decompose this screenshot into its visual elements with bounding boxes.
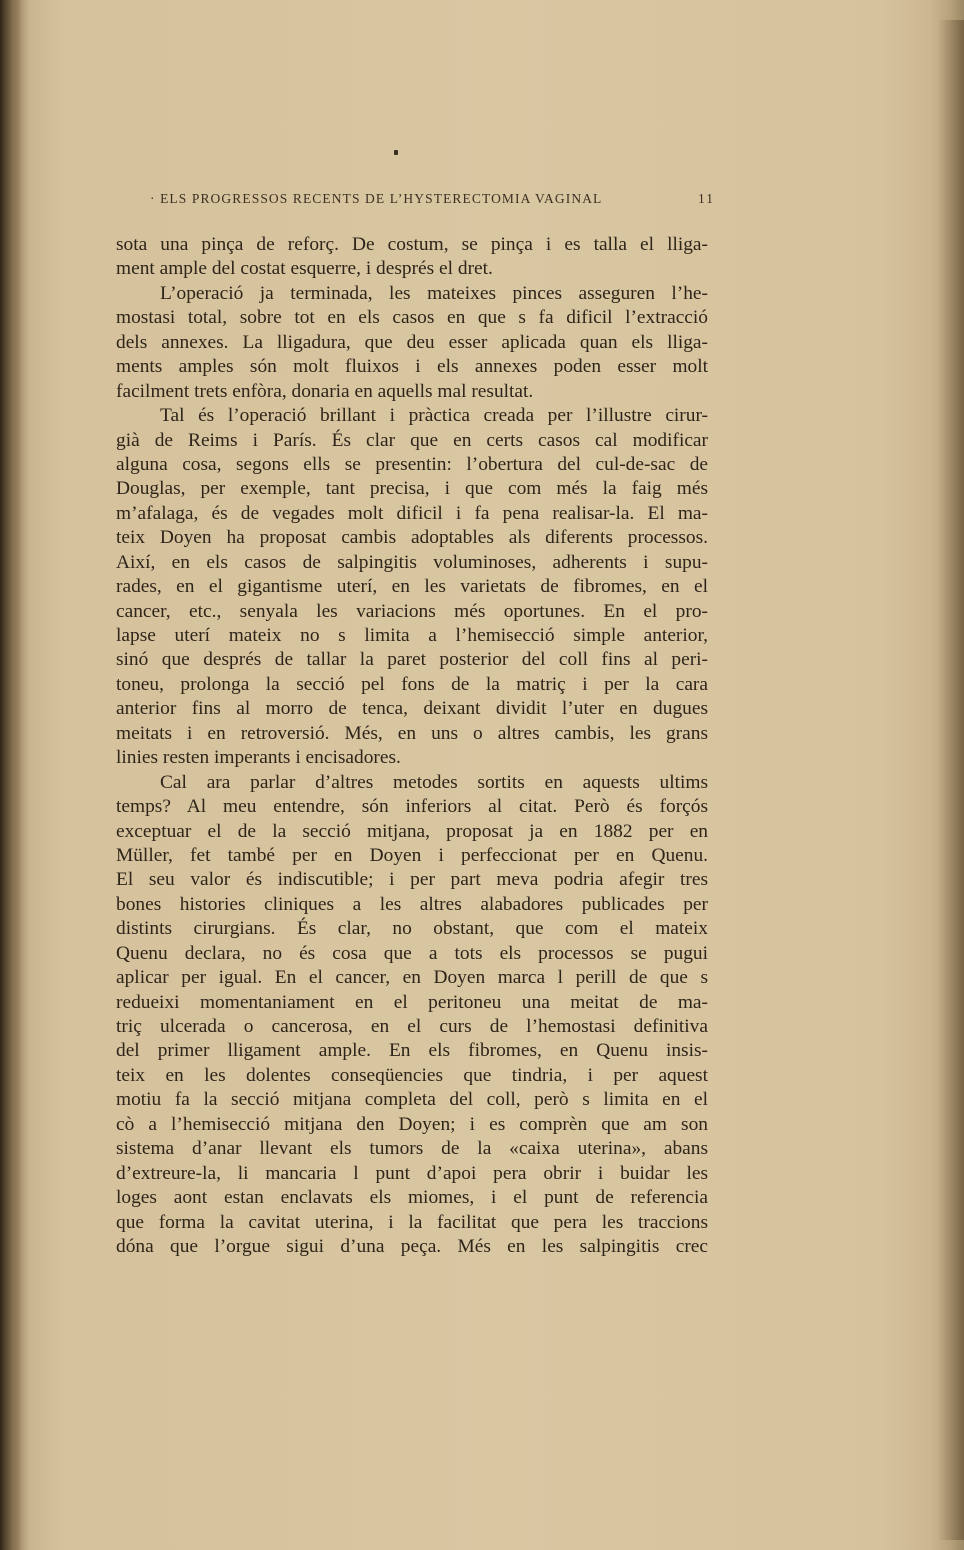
text-line: que forma la cavitat uterina, i la facilitat que pera les traccions <box>116 1211 708 1233</box>
page-number: 11 <box>698 191 715 206</box>
text-line: Així, en els casos de salpingitis voluminoses, adherents i supu- <box>116 551 708 573</box>
text-line: bones histories cliniques a les altres alabadores publicades per <box>116 893 708 915</box>
text-line: dóna que l’orgue sigui d’una peça. Més en les salpingitis crec <box>116 1235 708 1257</box>
text-line: aplicar per igual. En el cancer, en Doyen marca l perill de que s <box>116 967 708 989</box>
running-head <box>150 191 715 215</box>
text-line: dels annexes. La lligadura, que deu esser aplicada quan els lliga- <box>116 331 708 353</box>
text-line: exceptuar el de la secció mitjana, proposat ja en 1882 per en <box>116 820 708 842</box>
text-line: Cal ara parlar d’altres metodes sortits en aquests ultims <box>160 771 708 793</box>
text-line: El seu valor és indiscutible; i per part meva podria afegir tres <box>116 869 708 891</box>
page-spine-shadow <box>0 0 22 1550</box>
text-line: triç ulcerada o cancerosa, en el curs de l’hemostasi definitiva <box>116 1016 708 1037</box>
text-line: motiu fa la secció mitjana completa del coll, però s limita en el <box>116 1089 708 1111</box>
text-line: già de Reims i París. És clar que en certs casos cal modificar <box>116 429 708 451</box>
text-line: sistema d’anar llevant els tumors de la «caixa uterina», abans <box>116 1138 708 1160</box>
text-line: teix en les dolentes conseqüencies que tindria, i per aquest <box>116 1064 708 1086</box>
text-line: redueixi momentaniament en el peritoneu una meitat de ma- <box>116 991 708 1013</box>
text-line: rades, en el gigantisme uterí, en les varietats de fibromes, en el <box>116 576 708 598</box>
text-line: sota una pinça de reforç. De costum, se pinça i es talla el lliga- <box>116 234 708 255</box>
text-line: Müller, fet també per en Doyen i perfeccionat per en Quenu. <box>116 844 708 866</box>
text-line: mostasi total, sobre tot en els casos en que s fa dificil l’extracció <box>116 307 708 329</box>
page-edge-shadow <box>938 20 964 1540</box>
text-line: linies resten imperants i encisadores. <box>116 747 401 769</box>
text-line: temps? Al meu entendre, són inferiors al citat. Però és forçós <box>116 796 708 818</box>
text-line: ments amples són molt fluixos i els annexes poden esser molt <box>116 356 708 378</box>
text-line: del primer lligament ample. En els fibromes, en Quenu insis- <box>116 1040 708 1062</box>
text-line: Tal és l’operació brillant i pràctica creada per l’illustre cirur- <box>160 405 708 427</box>
text-line: d’extreure-la, li mancaria l punt d’apoi pera obrir i buidar les <box>116 1162 708 1184</box>
body-text <box>116 233 708 1259</box>
text-line: facilment trets enfòra, donaria en aquells mal resultat. <box>116 380 534 402</box>
text-line: meitats i en retroversió. Més, en uns o altres cambis, les grans <box>116 722 708 744</box>
text-line: cò a l’hemisecció mitjana den Doyen; i es comprèn que am son <box>116 1113 708 1135</box>
text-line: anterior fins al morro de tenca, deixant dividit l’uter en dugues <box>116 698 708 720</box>
text-line: loges aont estan enclavats els miomes, i el punt de referencia <box>116 1187 708 1209</box>
text-line: lapse uterí mateix no s limita a l’hemisecció simple anterior, <box>116 625 708 646</box>
text-line: toneu, prolonga la secció pel fons de la matriç i per la cara <box>116 673 708 695</box>
text-line: Quenu declara, no és cosa que a tots els processos se pugui <box>116 942 708 964</box>
text-line: cancer, etc., senyala les variacions més oportunes. En el pro- <box>116 600 708 622</box>
text-line: teix Doyen ha proposat cambis adoptables als diferents processos. <box>116 527 708 549</box>
text-line: L’operació ja terminada, les mateixes pinces asseguren l’he- <box>160 282 708 304</box>
text-line: Douglas, per exemple, tant precisa, i que com més la faig més <box>116 478 708 500</box>
text-line: alguna cosa, segons ells se presentin: l’obertura del cul-de-sac de <box>116 453 708 475</box>
text-line: m’afalaga, és de vegades molt dificil i fa pena realisar-la. El ma- <box>116 502 708 524</box>
text-line: ment ample del costat esquerre, i després el dret. <box>116 258 493 280</box>
ink-speck <box>394 150 398 155</box>
text-line: distints cirurgians. És clar, no obstant, que com el mateix <box>116 918 708 940</box>
running-head-title: · ELS PROGRESSOS RECENTS DE L’HYSTERECTOMIA VAGINAL <box>150 191 603 206</box>
text-line: sinó que després de tallar la paret posterior del coll fins al peri- <box>116 649 708 671</box>
